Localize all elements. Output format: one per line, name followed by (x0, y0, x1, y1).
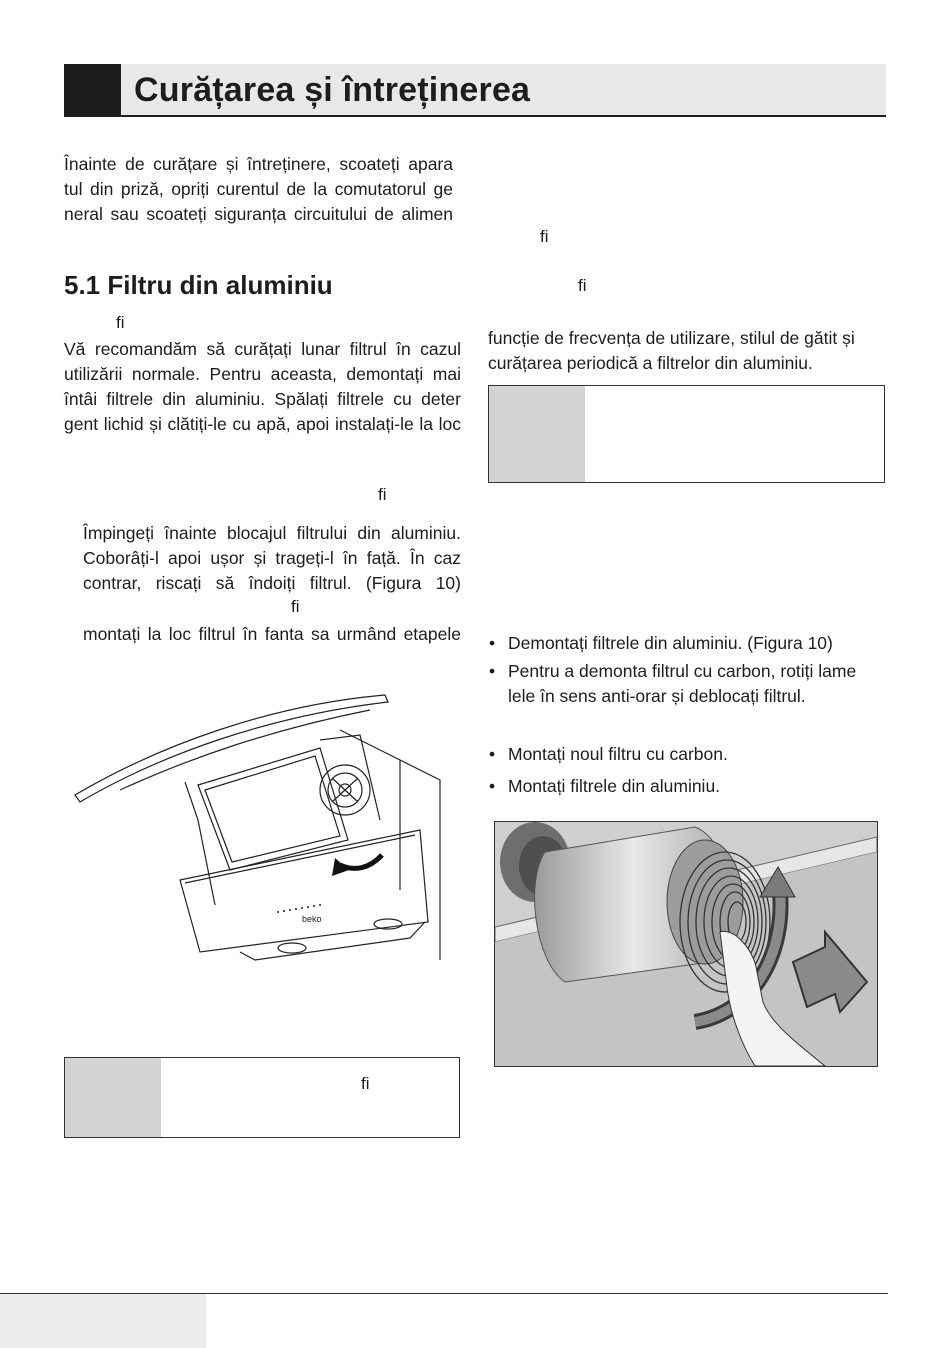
carbon-filter-paragraph (488, 326, 886, 376)
steps-tail (83, 622, 461, 647)
note-shade (489, 386, 585, 482)
list-item: • Demontați filtrele din aluminiu. (Figura 10) (488, 631, 886, 656)
removal-steps-list (488, 631, 886, 709)
steps-line: Împingeți înainte blocajul filtrului din aluminiu. (83, 523, 461, 543)
install-steps-list (488, 742, 886, 799)
intro-line: neral sau scoateți siguranța circuitului de alimen (64, 204, 453, 224)
section-line: întâi filtrele din aluminiu. Spălați filtrele cu deter (64, 389, 461, 409)
header-underline (64, 115, 886, 117)
ligature-glyph: ﬁ (578, 276, 587, 295)
intro-line: tul din priză, opriți curentul de la comutatorul ge (64, 179, 453, 199)
warning-note-box (64, 1057, 460, 1138)
section-line: utilizării normale. Pentru aceasta, demontați mai (64, 364, 461, 384)
list-item (488, 659, 886, 709)
steps-line: Coborâți-l apoi ușor și trageți-l în față. În caz (83, 548, 461, 568)
section-line: Vă recomandăm să curățați lunar filtrul în cazul (64, 339, 461, 359)
intro-paragraph (64, 152, 453, 227)
note-shade (65, 1058, 161, 1137)
list-item: • Montați noul filtru cu carbon. (488, 742, 886, 767)
steps-line: contrar, riscați să îndoiți filtrul. (Figura 10) (83, 573, 461, 593)
carbon-filter-figure-frame (494, 821, 878, 1067)
carbon-line: funcție de frecvența de utilizare, stilul de gătit și (488, 328, 855, 348)
steps-line: montați la loc filtrul în fanta sa urmând etapele (83, 624, 461, 644)
cooker-hood-illustration (70, 690, 450, 980)
section-paragraph (64, 337, 461, 437)
chapter-title: Curățarea și întreținerea (134, 71, 531, 109)
list-item-line: • Pentru a demonta filtrul cu carbon, rotiți lame (508, 661, 857, 681)
intro-line: Înainte de curățare și întreținere, scoateți apara (64, 154, 453, 174)
carbon-line: curățarea periodică a filtrelor din aluminiu. (488, 353, 813, 373)
chapter-number-block (64, 64, 121, 116)
list-item: • Montați filtrele din aluminiu. (488, 774, 886, 799)
brand-logo: beko (302, 914, 322, 924)
ligature-glyph: ﬁ (540, 227, 549, 246)
ligature-glyph: ﬁ (378, 485, 387, 504)
ligature-glyph: ﬁ (361, 1074, 370, 1093)
ligature-glyph: ﬁ (116, 313, 125, 332)
ligature-glyph: ﬁ (291, 597, 300, 616)
info-note-box (488, 385, 885, 483)
section-title: 5.1 Filtru din aluminiu (64, 270, 333, 300)
steps-paragraph (83, 521, 461, 596)
list-item-line: lele în sens anti-orar și deblocați filtrul. (508, 686, 806, 706)
section-line: gent lichid și clătiți-le cu apă, apoi instalați-le la loc (64, 414, 461, 434)
footer-page-tab (0, 1294, 206, 1348)
carbon-filter-illustration (495, 822, 877, 1066)
